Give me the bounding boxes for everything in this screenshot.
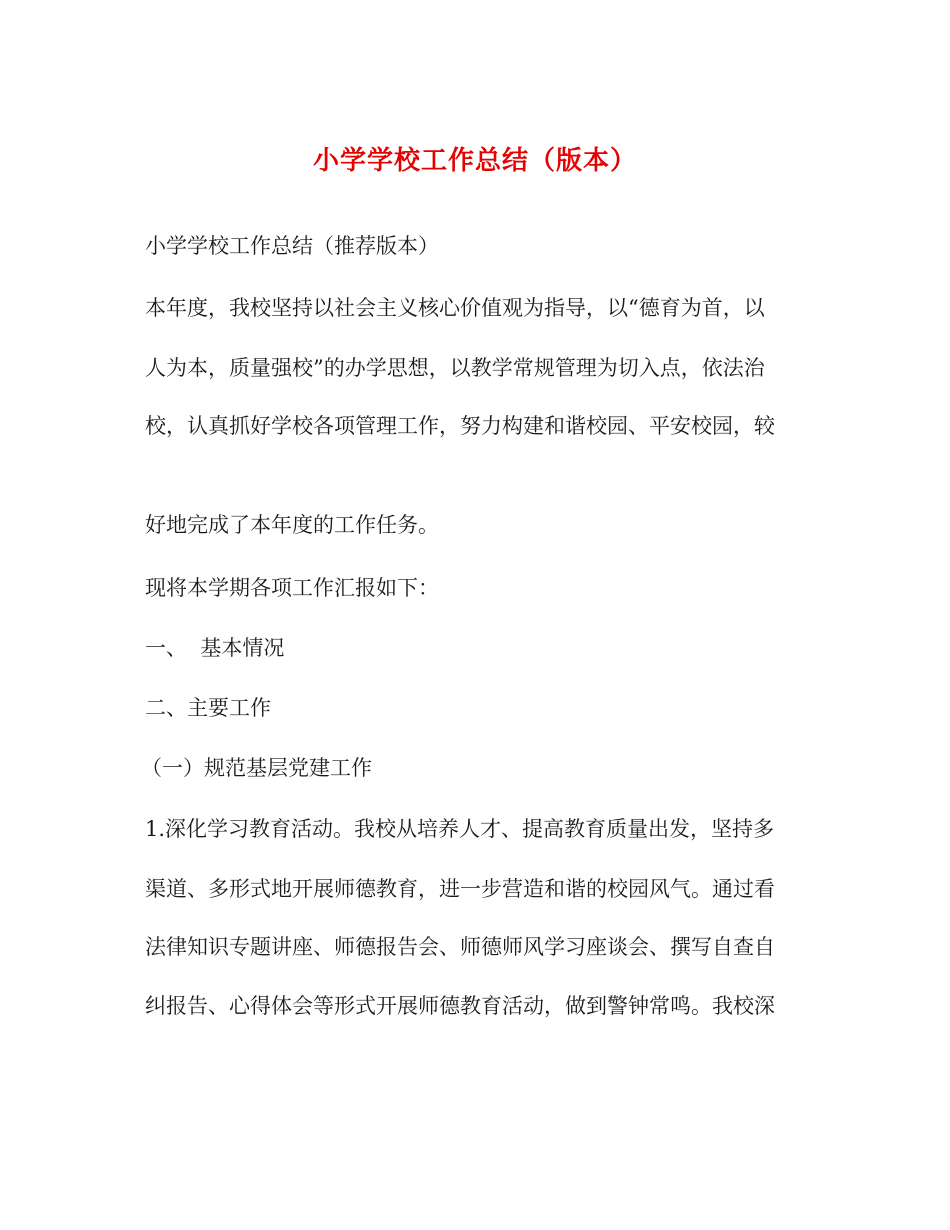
paragraph-line: 人为本，质量强校”的办学思想，以教学常规管理为切入点，依法治 xyxy=(145,356,765,380)
paragraph-line: 现将本学期各项工作汇报如下： xyxy=(145,576,439,600)
section-heading: 二、主要工作 xyxy=(145,696,271,720)
subsection-heading: （一）规范基层党建工作 xyxy=(141,756,372,780)
subtitle-line: 小学学校工作总结（推荐版本） xyxy=(145,234,439,258)
document-title: 小学学校工作总结（版本） xyxy=(312,146,637,176)
paragraph-line: 纠报告、心得体会等形式开展师德教育活动，做到警钟常鸣。我校深 xyxy=(145,994,775,1018)
paragraph-line: 本年度，我校坚持以社会主义核心价值观为指导，以“德育为首，以 xyxy=(145,296,765,320)
paragraph-line: 法律知识专题讲座、师德报告会、师德师风学习座谈会、撰写自查自 xyxy=(145,935,775,959)
paragraph-line: 校，认真抓好学校各项管理工作，努力构建和谐校园、平安校园，较 xyxy=(145,414,775,438)
paragraph-line: 1.深化学习教育活动。我校从培养人才、提高教育质量出发，坚持多 xyxy=(145,817,775,841)
paragraph-line: 渠道、多形式地开展师德教育，进一步营造和谐的校园风气。通过看 xyxy=(145,877,775,901)
paragraph-line: 好地完成了本年度的工作任务。 xyxy=(145,513,439,537)
section-heading: 一、 基本情况 xyxy=(145,636,285,660)
